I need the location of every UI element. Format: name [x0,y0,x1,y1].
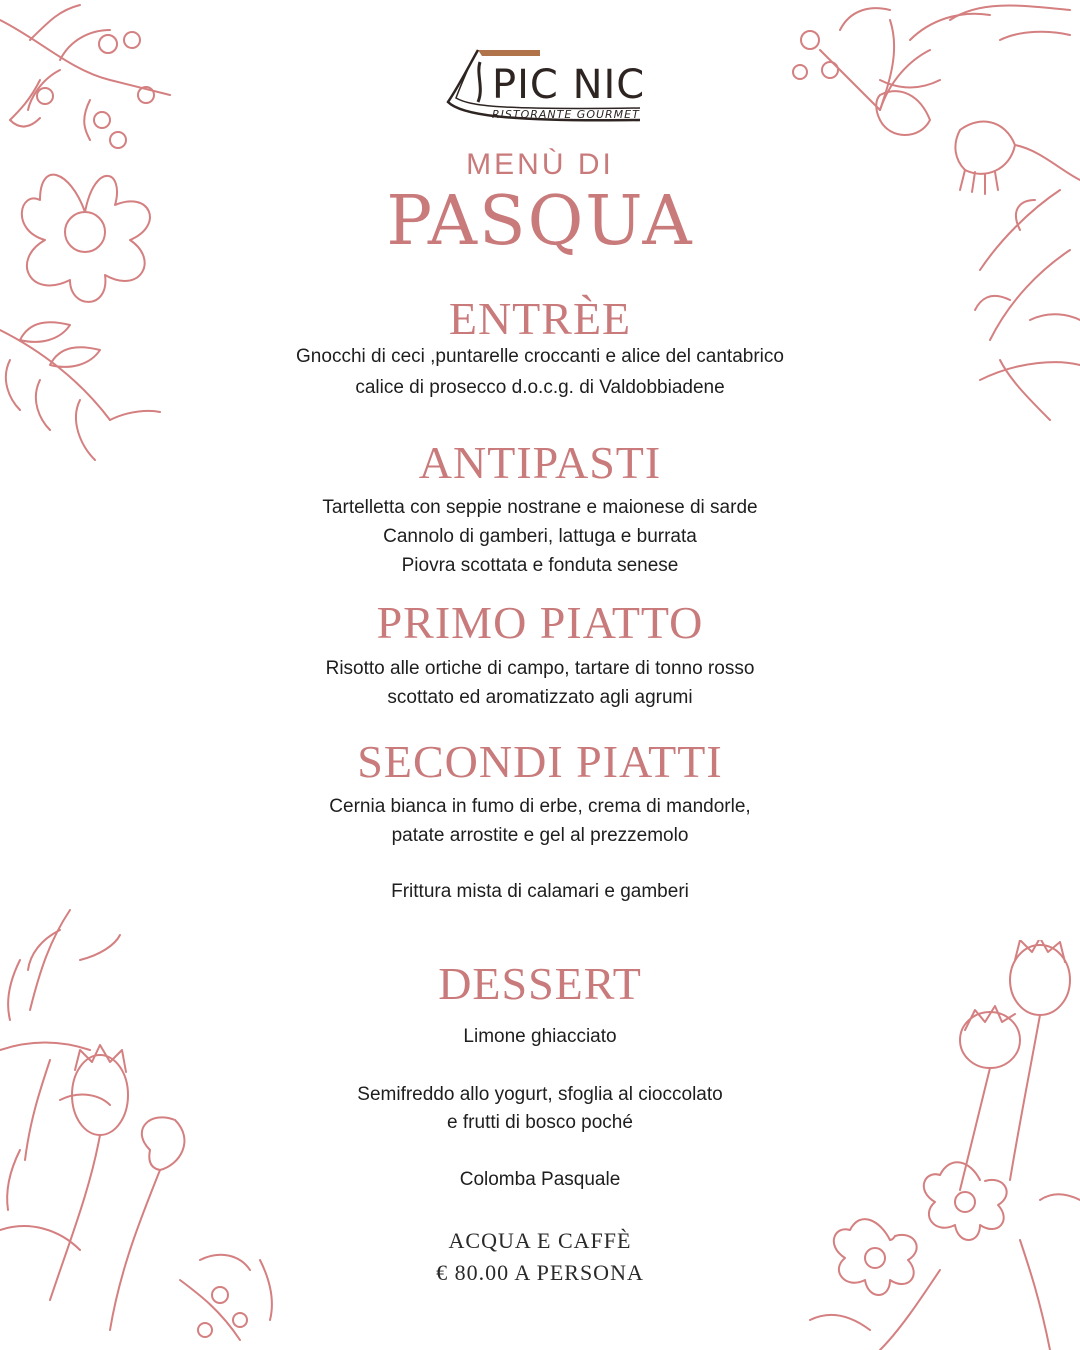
footer-water-coffee: ACQUA E CAFFÈ [448,1228,632,1253]
antipasti-line-2: Cannolo di gamberi, lattuga e burrata [383,526,697,547]
restaurant-logo [440,44,650,130]
entree-line-1: Gnocchi di ceci ,puntarelle croccanti e alice del cantabrico [296,346,784,367]
dessert-line-3: e frutti di bosco poché [447,1112,633,1133]
dessert-line-2: Semifreddo allo yogurt, sfoglia al cioccolato [357,1084,723,1105]
dessert-line-4: Colomba Pasquale [459,1169,621,1190]
section-title-primo: PRIMO PIATTO [376,597,704,648]
secondi-line-2: patate arrostite e gel al prezzemolo [391,825,689,846]
section-title-secondi: SECONDI PIATTI [357,736,723,787]
primo-line-1: Risotto alle ortiche di campo, tartare di tonno rosso [325,658,755,679]
section-title-dessert: DESSERT [438,958,642,1009]
footer-price: € 80.00 A PERSONA [436,1260,644,1285]
menu-title: PASQUA [386,182,694,261]
logo-name: PIC NIC [492,62,646,108]
dessert-line-1: Limone ghiacciato [463,1026,617,1047]
entree-line-2: calice di prosecco d.o.c.g. di Valdobbiadene [355,377,725,398]
section-title-antipasti: ANTIPASTI [418,437,662,488]
secondi-line-1: Cernia bianca in fumo di erbe, crema di mandorle, [329,796,751,817]
logo-subtitle: RISTORANTE GOURMET [492,108,640,121]
antipasti-line-1: Tartelletta con seppie nostrane e maionese di sarde [322,497,758,518]
secondi-line-3: Frittura mista di calamari e gamberi [391,881,689,902]
section-title-entree: ENTRÈE [448,293,632,344]
menu-kicker: MENÙ DI [466,148,614,181]
antipasti-line-3: Piovra scottata e fonduta senese [401,555,679,576]
primo-line-2: scottato ed aromatizzato agli agrumi [387,687,693,708]
